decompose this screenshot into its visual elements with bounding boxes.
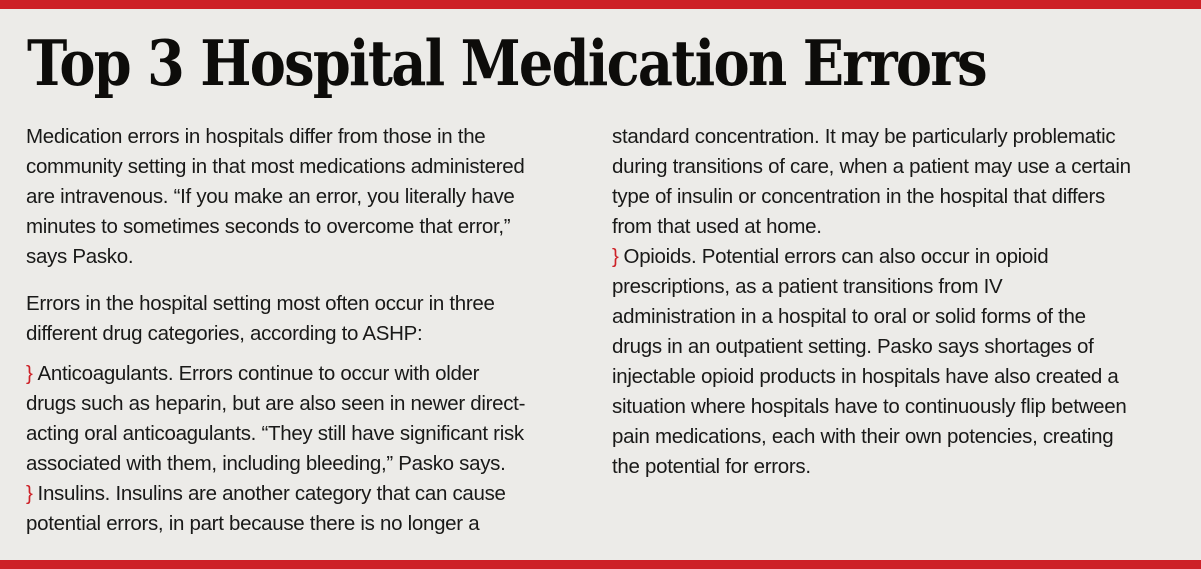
intro-paragraph <box>26 122 586 272</box>
text-line: } Anticoagulants. Errors continue to occur with older <box>26 362 480 385</box>
list-item-opioids <box>612 242 1182 482</box>
text-line: different drug categories, according to ASHP: <box>26 322 423 345</box>
text-line: } Insulins. Insulins are another category that can cause <box>26 482 506 505</box>
page-title <box>27 26 1142 100</box>
text-line: says Pasko. <box>26 245 134 268</box>
list-brace-icon: } <box>26 482 33 505</box>
right-column <box>612 122 1182 482</box>
text-line: during transitions of care, when a patient may use a certain <box>612 155 1131 178</box>
top-accent-bar <box>0 0 1201 9</box>
text-line: type of insulin or concentration in the hospital that differs <box>612 185 1105 208</box>
text-line: minutes to sometimes seconds to overcome that error,” <box>26 215 511 238</box>
text-line: the potential for errors. <box>612 455 811 478</box>
text-line: pain medications, each with their own potencies, creating <box>612 425 1114 448</box>
bottom-accent-bar <box>0 560 1201 569</box>
text-line: Medication errors in hospitals differ from those in the <box>26 125 486 148</box>
list-item-insulins <box>26 479 586 539</box>
text-line: prescriptions, as a patient transitions from IV <box>612 275 1003 298</box>
text-line: acting oral anticoagulants. “They still have significant risk <box>26 422 524 445</box>
left-column <box>26 122 586 539</box>
text-line: injectable opioid products in hospitals have also created a <box>612 365 1119 388</box>
text-line: Errors in the hospital setting most often occur in three <box>26 292 495 315</box>
text-line: situation where hospitals have to continuously flip between <box>612 395 1127 418</box>
insulins-continuation-paragraph <box>612 122 1182 242</box>
text-line: standard concentration. It may be particularly problematic <box>612 125 1116 148</box>
text-line: associated with them, including bleeding,” Pasko says. <box>26 452 506 475</box>
page-title-text: Top 3 Hospital Medication Errors <box>27 26 986 100</box>
text-line: community setting in that most medications administered <box>26 155 525 178</box>
list-item-anticoagulants <box>26 359 586 479</box>
text-line: are intravenous. “If you make an error, you literally have <box>26 185 515 208</box>
list-brace-icon: } <box>612 245 619 268</box>
text-line: drugs such as heparin, but are also seen in newer direct- <box>26 392 526 415</box>
text-line: administration in a hospital to oral or solid forms of the <box>612 305 1086 328</box>
text-line: potential errors, in part because there is no longer a <box>26 512 480 535</box>
categories-paragraph <box>26 289 586 349</box>
text-line: drugs in an outpatient setting. Pasko says shortages of <box>612 335 1094 358</box>
text-line: } Opioids. Potential errors can also occur in opioid <box>612 245 1049 268</box>
list-brace-icon: } <box>26 362 33 385</box>
text-line: from that used at home. <box>612 215 822 238</box>
